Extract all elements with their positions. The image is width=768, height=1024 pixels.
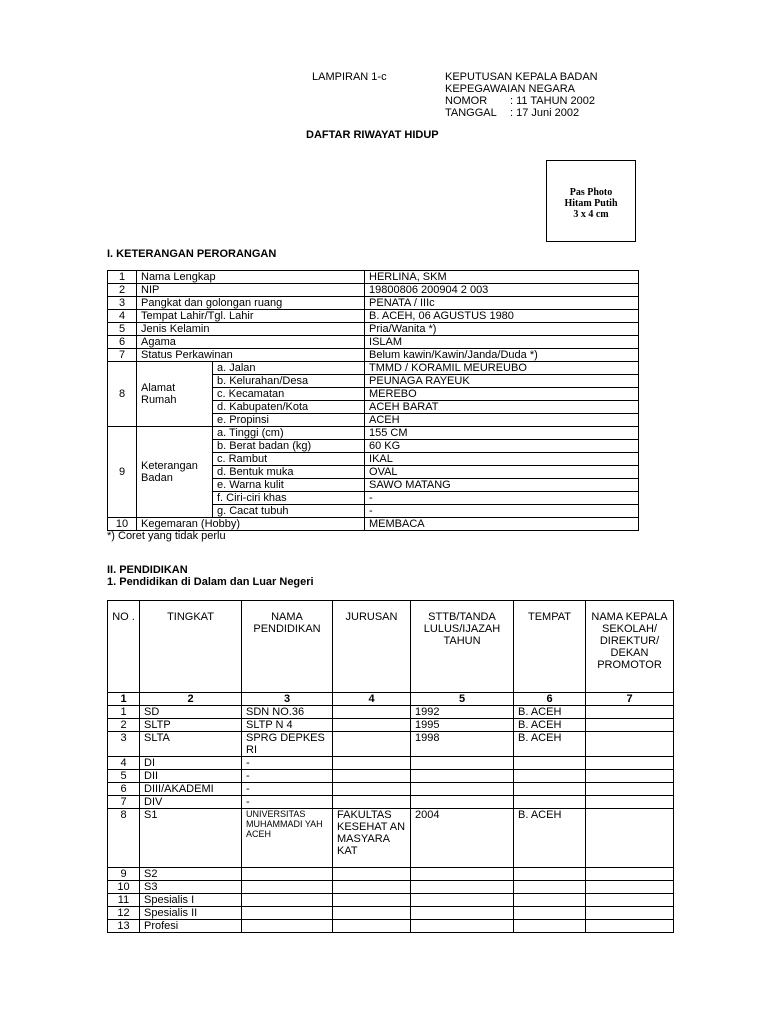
sub-field-label: g. Cacat tubuh <box>213 505 365 518</box>
table-row <box>108 323 639 336</box>
jurusan-cell <box>333 757 411 770</box>
table-row <box>108 310 639 323</box>
nama-pendidikan-cell <box>242 920 333 933</box>
table-row <box>108 284 639 297</box>
sub-field-label: e. Propinsi <box>213 414 365 427</box>
nama-pendidikan-cell <box>242 894 333 907</box>
row-number: 12 <box>108 907 140 920</box>
field-value: 155 CM <box>365 427 639 440</box>
tahun-cell <box>411 894 514 907</box>
row-number: 3 <box>108 297 137 310</box>
kepala-cell <box>586 783 674 796</box>
jurusan-cell <box>333 783 411 796</box>
sub-field-label: b. Berat badan (kg) <box>213 440 365 453</box>
tempat-cell: B. ACEH <box>514 732 586 757</box>
jurusan-cell <box>333 907 411 920</box>
jurusan-cell <box>333 732 411 757</box>
tahun-cell <box>411 757 514 770</box>
header-row <box>108 601 674 693</box>
photo-line2: Hitam Putih <box>564 198 618 209</box>
group-label-line1: Alamat <box>141 382 176 394</box>
table-row <box>108 809 674 868</box>
field-value: OVAL <box>365 466 639 479</box>
photo-line1: Pas Photo <box>569 187 613 198</box>
table-row <box>108 336 639 349</box>
jurusan-cell <box>333 920 411 933</box>
nama-pendidikan-cell: - <box>242 757 333 770</box>
tingkat-cell: S3 <box>140 881 242 894</box>
field-value: ACEH <box>365 414 639 427</box>
sub-field-label: c. Kecamatan <box>213 388 365 401</box>
tempat-cell <box>514 881 586 894</box>
tingkat-cell: DIII/AKADEMI <box>140 783 242 796</box>
column-number: 7 <box>586 693 674 706</box>
table-row <box>108 271 639 284</box>
tahun-cell <box>411 796 514 809</box>
tingkat-cell: DI <box>140 757 242 770</box>
tempat-cell: B. ACEH <box>514 809 586 868</box>
row-number: 9 <box>108 868 140 881</box>
row-number: 10 <box>108 881 140 894</box>
field-label: Kegemaran (Hobby) <box>137 518 365 531</box>
nama-pendidikan-cell: - <box>242 770 333 783</box>
row-number: 10 <box>108 518 137 531</box>
table-row <box>108 297 639 310</box>
personal-info-table <box>107 270 639 531</box>
jurusan-cell <box>333 706 411 719</box>
table-row <box>108 920 674 933</box>
tahun-cell: 1995 <box>411 719 514 732</box>
table-row <box>108 349 639 362</box>
nama-pendidikan-cell <box>242 881 333 894</box>
row-number: 4 <box>108 310 137 323</box>
column-number-row <box>108 693 674 706</box>
table-row <box>108 719 674 732</box>
column-header-tempat: TEMPAT <box>514 601 586 693</box>
field-value: - <box>365 492 639 505</box>
table-row <box>108 362 639 375</box>
row-number: 6 <box>108 336 137 349</box>
sub-field-label: b. Kelurahan/Desa <box>213 375 365 388</box>
row-number: 3 <box>108 732 140 757</box>
group-label-line2: Rumah <box>141 394 177 406</box>
column-header-sttb: STTB/TANDA LULUS/IJAZAH TAHUN <box>411 601 514 693</box>
tahun-cell <box>411 783 514 796</box>
group-label-line2: Badan <box>141 472 173 484</box>
field-label: Tempat Lahir/Tgl. Lahir <box>137 310 365 323</box>
tingkat-cell: Spesialis II <box>140 907 242 920</box>
table-row <box>108 907 674 920</box>
row-number: 2 <box>108 284 137 297</box>
row-number: 5 <box>108 770 140 783</box>
row-number: 6 <box>108 783 140 796</box>
field-value: ISLAM <box>365 336 639 349</box>
tahun-cell <box>411 868 514 881</box>
field-value: B. ACEH, 06 AGUSTUS 1980 <box>365 310 639 323</box>
field-value: MEMBACA <box>365 518 639 531</box>
tingkat-cell: S1 <box>140 809 242 868</box>
jurusan-cell <box>333 868 411 881</box>
field-label: Agama <box>137 336 365 349</box>
nama-pendidikan-cell: UNIVERSITAS MUHAMMADI YAH ACEH <box>242 809 333 868</box>
sub-field-label: a. Tinggi (cm) <box>213 427 365 440</box>
nama-pendidikan-cell: SDN NO.36 <box>242 706 333 719</box>
row-number: 8 <box>108 809 140 868</box>
kepala-cell <box>586 809 674 868</box>
row-number: 11 <box>108 894 140 907</box>
photo-placeholder <box>546 160 636 242</box>
tempat-cell <box>514 894 586 907</box>
field-label: Pangkat dan golongan ruang <box>137 297 365 310</box>
footnote: *) Coret yang tidak perlu <box>107 530 226 542</box>
table-row <box>108 783 674 796</box>
tingkat-cell: SLTP <box>140 719 242 732</box>
tahun-cell <box>411 920 514 933</box>
group-label <box>137 427 213 518</box>
row-number: 13 <box>108 920 140 933</box>
row-number: 2 <box>108 719 140 732</box>
nama-pendidikan-cell: - <box>242 783 333 796</box>
column-number: 6 <box>514 693 586 706</box>
row-number: 7 <box>108 796 140 809</box>
jurusan-cell <box>333 796 411 809</box>
row-number: 8 <box>108 362 137 427</box>
column-number: 4 <box>333 693 411 706</box>
tempat-cell: B. ACEH <box>514 719 586 732</box>
field-value: TMMD / KORAMIL MEUREUBO <box>365 362 639 375</box>
table-row <box>108 881 674 894</box>
field-value: IKAL <box>365 453 639 466</box>
tanggal-label: TANGGAL <box>445 107 497 119</box>
sub-field-label: c. Rambut <box>213 453 365 466</box>
field-value: 60 KG <box>365 440 639 453</box>
tingkat-cell: S2 <box>140 868 242 881</box>
field-value: Belum kawin/Kawin/Janda/Duda *) <box>365 349 639 362</box>
group-label <box>137 362 213 427</box>
table-row <box>108 732 674 757</box>
kepala-cell <box>586 757 674 770</box>
row-number: 4 <box>108 757 140 770</box>
tingkat-cell: DII <box>140 770 242 783</box>
field-value: SAWO MATANG <box>365 479 639 492</box>
jurusan-cell <box>333 719 411 732</box>
tempat-cell <box>514 868 586 881</box>
kepala-cell <box>586 796 674 809</box>
tingkat-cell: Spesialis I <box>140 894 242 907</box>
kepala-cell <box>586 770 674 783</box>
kepala-cell <box>586 706 674 719</box>
field-value: - <box>365 505 639 518</box>
sub-field-label: f. Ciri-ciri khas <box>213 492 365 505</box>
kepala-cell <box>586 868 674 881</box>
nomor-label: NOMOR <box>445 95 488 107</box>
tingkat-cell: DIV <box>140 796 242 809</box>
kepala-cell <box>586 920 674 933</box>
field-label: NIP <box>137 284 365 297</box>
table-row <box>108 796 674 809</box>
nama-pendidikan-cell: SPRG DEPKES RI <box>242 732 333 757</box>
photo-line3: 3 x 4 cm <box>573 209 609 220</box>
column-header-tingkat: TINGKAT <box>140 601 242 693</box>
kepala-cell <box>586 907 674 920</box>
column-number: 1 <box>108 693 140 706</box>
kepala-cell <box>586 719 674 732</box>
field-value: HERLINA, SKM <box>365 271 639 284</box>
row-number: 5 <box>108 323 137 336</box>
tempat-cell <box>514 757 586 770</box>
table-row <box>108 757 674 770</box>
sub-field-label: d. Bentuk muka <box>213 466 365 479</box>
sub-field-label: d. Kabupaten/Kota <box>213 401 365 414</box>
field-value: ACEH BARAT <box>365 401 639 414</box>
tahun-cell <box>411 907 514 920</box>
field-label: Nama Lengkap <box>137 271 365 284</box>
section2-subheading: 1. Pendidikan di Dalam dan Luar Negeri <box>107 576 314 588</box>
field-value: PENATA / IIIc <box>365 297 639 310</box>
tempat-cell <box>514 920 586 933</box>
field-value: MEREBO <box>365 388 639 401</box>
table-row <box>108 894 674 907</box>
field-label: Status Perkawinan <box>137 349 365 362</box>
table-row <box>108 706 674 719</box>
column-header-kepala: NAMA KEPALA SEKOLAH/ DIREKTUR/ DEKAN PROMOTOR <box>586 601 674 693</box>
row-number: 1 <box>108 706 140 719</box>
jurusan-cell <box>333 881 411 894</box>
nama-pendidikan-cell <box>242 907 333 920</box>
nama-pendidikan-cell: SLTP N 4 <box>242 719 333 732</box>
tahun-cell <box>411 881 514 894</box>
jurusan-cell <box>333 894 411 907</box>
field-value: Pria/Wanita *) <box>365 323 639 336</box>
tempat-cell <box>514 907 586 920</box>
jurusan-cell <box>333 770 411 783</box>
decree-line1: KEPUTUSAN KEPALA BADAN <box>445 71 598 83</box>
nomor-value: : 11 TAHUN 2002 <box>510 95 595 107</box>
field-value: PEUNAGA RAYEUK <box>365 375 639 388</box>
nama-pendidikan-cell: - <box>242 796 333 809</box>
group-label-line1: Keterangan <box>141 460 198 472</box>
tahun-cell: 2004 <box>411 809 514 868</box>
section1-heading: I. KETERANGAN PERORANGAN <box>107 248 277 260</box>
table-row <box>108 427 639 440</box>
column-number: 2 <box>140 693 242 706</box>
tempat-cell <box>514 796 586 809</box>
column-header-no: NO . <box>108 601 140 693</box>
row-number: 1 <box>108 271 137 284</box>
table-row <box>108 518 639 531</box>
lampiran-label: LAMPIRAN 1-c <box>312 71 387 83</box>
tahun-cell <box>411 770 514 783</box>
tempat-cell <box>514 783 586 796</box>
row-number: 7 <box>108 349 137 362</box>
nama-pendidikan-cell <box>242 868 333 881</box>
column-number: 3 <box>242 693 333 706</box>
field-label: Jenis Kelamin <box>137 323 365 336</box>
row-number: 9 <box>108 427 137 518</box>
tahun-cell: 1998 <box>411 732 514 757</box>
tahun-cell: 1992 <box>411 706 514 719</box>
tingkat-cell: Profesi <box>140 920 242 933</box>
table-row <box>108 868 674 881</box>
tingkat-cell: SD <box>140 706 242 719</box>
tempat-cell: B. ACEH <box>514 706 586 719</box>
decree-line2: KEPEGAWAIAN NEGARA <box>445 83 575 95</box>
kepala-cell <box>586 732 674 757</box>
education-table <box>107 600 674 933</box>
jurusan-cell: FAKULTAS KESEHAT AN MASYARA KAT <box>333 809 411 868</box>
sub-field-label: a. Jalan <box>213 362 365 375</box>
tanggal-value: : 17 Juni 2002 <box>510 107 580 119</box>
table-row <box>108 770 674 783</box>
column-number: 5 <box>411 693 514 706</box>
field-value: 19800806 200904 2 003 <box>365 284 639 297</box>
column-header-nama: NAMA PENDIDIKAN <box>242 601 333 693</box>
sub-field-label: e. Warna kulit <box>213 479 365 492</box>
page-title: DAFTAR RIWAYAT HIDUP <box>306 129 439 141</box>
kepala-cell <box>586 894 674 907</box>
column-header-jurusan: JURUSAN <box>333 601 411 693</box>
section2-heading: II. PENDIDIKAN <box>107 564 188 576</box>
tempat-cell <box>514 770 586 783</box>
kepala-cell <box>586 881 674 894</box>
tingkat-cell: SLTA <box>140 732 242 757</box>
